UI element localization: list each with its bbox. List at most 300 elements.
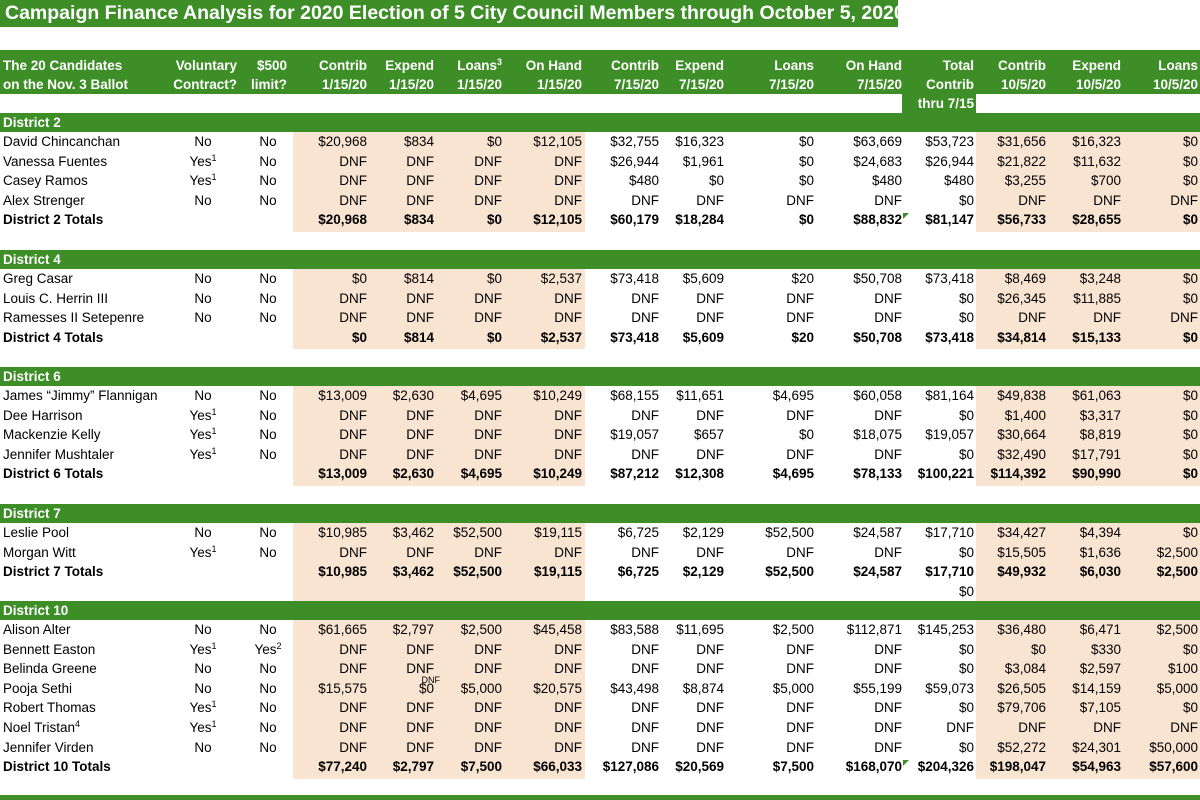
name-text: District 7 Totals — [3, 564, 104, 580]
expend-oct-cell: $16,323 — [1072, 134, 1121, 149]
loans-jul-cell: $20 — [791, 329, 814, 345]
footnote-marker: 1 — [211, 699, 217, 710]
loans-jul-cell: DNF — [786, 310, 814, 326]
expend-oct-cell: $14,159 — [1072, 680, 1121, 696]
onhand-jul-cell: DNF — [874, 641, 902, 657]
contrib-jul-cell: DNF — [631, 641, 659, 657]
expend-oct-cell: $90,990 — [1072, 466, 1121, 482]
total-contrib-extra-cell: $0 — [958, 583, 974, 599]
voluntary-text: Yes — [189, 720, 212, 735]
total-contrib-thru-jul-cell: $145,253 — [917, 622, 974, 637]
expend-jan-cell: DNF — [406, 290, 434, 306]
header-loans-jan — [422, 56, 502, 94]
candidate-row — [0, 308, 1200, 328]
cell-comment-flag — [903, 213, 909, 219]
header-total-contrib-thru-jul-line: thru 7/15 — [917, 96, 974, 111]
onhand-jan-cell: $10,249 — [533, 466, 582, 482]
expend-jan-cell: DNF — [406, 173, 434, 189]
expend-jul-cell: DNF — [696, 641, 724, 657]
total-contrib-thru-jul-cell: $26,944 — [925, 153, 974, 169]
total-contrib-thru-jul-cell: $73,418 — [925, 329, 974, 345]
candidate-row — [0, 445, 1200, 465]
loans-oct-cell: $50,000 — [1149, 739, 1198, 755]
expend-jan-cell: $2,630 — [392, 388, 434, 403]
onhand-jul-cell: $480 — [871, 173, 902, 189]
loans-oct-cell: DNF — [1170, 720, 1198, 735]
candidate-name — [3, 679, 72, 699]
onhand-jan-cell: $12,105 — [533, 212, 582, 228]
header-total-contrib-thru-jul — [894, 56, 974, 113]
onhand-jan-cell: $19,115 — [533, 564, 582, 580]
name-text: Louis C. Herrin III — [3, 290, 109, 306]
voluntary-contract-value — [173, 659, 233, 679]
header-loans-oct — [1118, 56, 1198, 94]
loans-jul-cell: DNF — [786, 700, 814, 716]
contrib-jan-cell: DNF — [339, 192, 367, 208]
name-text: Robert Thomas — [3, 700, 96, 716]
contrib-oct-cell: $8,469 — [1004, 271, 1046, 286]
total-contrib-thru-jul-cell: $204,326 — [917, 759, 974, 775]
candidate-name — [3, 269, 73, 289]
contrib-jan-cell: DNF — [339, 173, 367, 189]
limit-text: No — [259, 173, 277, 189]
name-text: Alex Strenger — [3, 192, 85, 208]
expend-jul-cell: DNF — [696, 407, 724, 423]
total-contrib-thru-jul-cell: $81,147 — [925, 212, 974, 228]
expend-oct-cell: $8,819 — [1079, 427, 1121, 443]
contrib-oct-cell: DNF — [1018, 192, 1046, 208]
header-loans-jul-line: 7/15/20 — [768, 77, 814, 92]
loans-jul-cell: $7,500 — [772, 759, 814, 775]
header-contrib-jan-line: 1/15/20 — [321, 77, 367, 92]
onhand-jan-cell: DNF — [554, 192, 582, 208]
loans-jul-cell: $0 — [798, 212, 814, 228]
contrib-jan-cell: DNF — [339, 661, 367, 677]
expend-oct-cell: $54,963 — [1072, 759, 1121, 775]
voluntary-text: Yes — [189, 427, 212, 443]
limit-text: No — [259, 739, 277, 755]
candidate-row — [0, 738, 1200, 758]
limit-text: No — [259, 680, 277, 696]
loans-oct-cell: $0 — [1182, 153, 1198, 169]
name-text: David Chincanchan — [3, 134, 121, 149]
loans-jul-cell: DNF — [786, 407, 814, 423]
expend-jul-cell: DNF — [696, 310, 724, 326]
voluntary-contract-value — [173, 543, 233, 563]
voluntary-text: No — [194, 134, 212, 149]
header-contrib-jan-line: Contrib — [319, 58, 367, 73]
voluntary-text: Yes — [189, 700, 212, 716]
expend-jul-cell: $12,308 — [675, 466, 724, 482]
loans-jan-cell: DNF — [474, 173, 502, 189]
candidate-row — [0, 171, 1200, 191]
onhand-jan-cell: $19,115 — [534, 525, 582, 540]
expend-oct-cell: $15,133 — [1072, 329, 1121, 345]
expend-jan-cell: $2,797 — [392, 759, 434, 775]
onhand-jul-cell: $55,199 — [853, 680, 902, 696]
candidate-row — [0, 386, 1200, 406]
contrib-jul-cell: $43,498 — [610, 680, 659, 696]
voluntary-contract-value — [173, 679, 233, 699]
loans-jul-cell: $5,000 — [772, 680, 814, 696]
header-contrib-jul-line: Contrib — [611, 58, 659, 73]
limit-text: No — [259, 525, 277, 540]
loans-jul-cell: DNF — [786, 739, 814, 755]
total-contrib-thru-jul-cell: DNF — [946, 720, 974, 735]
contrib-oct-cell: $34,427 — [997, 525, 1046, 540]
expend-jan-cell: $834 — [403, 212, 434, 228]
contrib-oct-cell: $30,664 — [997, 427, 1046, 443]
onhand-jul-cell: $78,133 — [853, 466, 902, 482]
contrib-jan-cell: $10,985 — [318, 525, 367, 540]
limit-text: No — [259, 290, 277, 306]
total-contrib-thru-jul-cell: $0 — [958, 641, 974, 657]
candidate-row — [0, 523, 1200, 543]
loans-jan-cell: $52,500 — [453, 564, 502, 580]
contrib-jul-cell: DNF — [631, 720, 659, 735]
expend-jan-cell: DNF — [406, 544, 434, 560]
expend-jul-cell: DNF — [696, 720, 724, 735]
voluntary-contract-value — [173, 445, 233, 465]
loans-jan-cell: $0 — [486, 329, 502, 345]
name-text: Bennett Easton — [3, 641, 96, 657]
loans-oct-cell: $0 — [1182, 134, 1198, 149]
total-contrib-thru-jul-cell: $0 — [958, 739, 974, 755]
total-contrib-thru-jul-cell: $81,164 — [925, 388, 974, 403]
voluntary-text: Yes — [189, 407, 212, 423]
contrib-oct-cell: $56,733 — [997, 212, 1046, 228]
contrib-jul-cell: DNF — [631, 544, 659, 560]
onhand-jul-cell: $112,871 — [846, 622, 902, 637]
total-contrib-thru-jul-cell: $480 — [943, 173, 974, 189]
limit-text: No — [259, 700, 277, 716]
district-header: District 7 — [0, 504, 1200, 523]
onhand-jan-cell: DNF — [554, 427, 582, 443]
contrib-jan-cell: $61,665 — [318, 622, 367, 637]
candidate-name — [3, 620, 71, 640]
loans-jul-cell: $52,500 — [765, 525, 814, 540]
onhand-jul-cell: $50,708 — [853, 271, 902, 286]
loans-jan-cell: DNF — [474, 446, 502, 462]
header-expend-oct — [1041, 56, 1121, 94]
contrib-jul-cell: $32,755 — [610, 134, 659, 149]
contrib-jul-cell: $60,179 — [610, 212, 659, 228]
voluntary-contract-value — [173, 738, 233, 758]
header-voluntary-contract — [157, 56, 237, 94]
footnote-marker: 1 — [211, 406, 217, 417]
expend-jan-cell: $3,462 — [392, 564, 434, 580]
expend-oct-cell: $7,105 — [1079, 700, 1121, 716]
name-text: Jennifer Virden — [3, 739, 94, 755]
voluntary-contract-value — [173, 425, 233, 445]
candidate-name — [3, 132, 120, 152]
header-onhand-jan-line: 1/15/20 — [536, 77, 582, 92]
contrib-jan-cell: DNF — [339, 720, 367, 735]
district-total-label — [3, 464, 103, 484]
expend-jul-cell: DNF — [696, 739, 724, 755]
contrib-oct-cell: $79,706 — [997, 700, 1046, 716]
name-text: Belinda Greene — [3, 661, 97, 677]
onhand-jan-cell: $10,249 — [533, 388, 582, 403]
district-total-row — [0, 328, 1200, 348]
candidate-name — [3, 659, 97, 679]
header-contrib-oct-line: 10/5/20 — [1000, 77, 1046, 92]
loans-jul-cell: $52,500 — [765, 564, 814, 580]
onhand-jul-cell: $24,587 — [853, 564, 902, 580]
onhand-jan-cell: $20,575 — [533, 680, 582, 696]
loans-jul-cell: $0 — [798, 173, 814, 189]
loans-jan-cell: DNF — [474, 720, 502, 735]
district-total-label — [3, 757, 111, 777]
contrib-oct-cell: $114,392 — [990, 466, 1046, 482]
contrib-jan-cell: DNF — [339, 407, 367, 423]
limit-text: No — [259, 388, 277, 403]
expend-jan-cell: DNF — [406, 310, 434, 326]
footnote-marker: 1 — [211, 445, 217, 456]
footnote-marker: 1 — [211, 152, 217, 163]
expend-jan-cell: DNF — [406, 427, 434, 443]
header-total-contrib-thru-jul-line: Total — [942, 58, 974, 73]
footnote-marker: 1 — [211, 640, 217, 651]
contrib-jul-cell: DNF — [631, 739, 659, 755]
voluntary-text: Yes — [189, 544, 212, 560]
limit-text: No — [259, 622, 277, 637]
expend-jul-cell: $5,609 — [682, 271, 724, 286]
header-500-limit-line: limit? — [251, 77, 287, 92]
loans-oct-cell: $0 — [1182, 212, 1198, 228]
total-contrib-thru-jul-cell: $0 — [958, 700, 974, 716]
loans-oct-cell: $0 — [1182, 388, 1198, 403]
voluntary-contract-value — [173, 718, 233, 738]
total-contrib-thru-jul-cell: $17,710 — [925, 564, 974, 580]
total-contrib-thru-jul-cell: $19,057 — [925, 427, 974, 443]
expend-jan-cell: $834 — [403, 134, 434, 149]
contrib-jul-cell: $19,057 — [610, 427, 659, 443]
voluntary-contract-value — [173, 132, 233, 152]
contrib-jul-cell: DNF — [631, 192, 659, 208]
limit-text: No — [259, 192, 277, 208]
contrib-jul-cell: DNF — [631, 446, 659, 462]
expend-oct-cell: $2,597 — [1079, 661, 1121, 677]
loans-jul-cell: $2,500 — [772, 622, 814, 637]
expend-jul-cell: DNF — [696, 700, 724, 716]
voluntary-text: No — [194, 680, 212, 696]
loans-jan-cell: DNF — [474, 641, 502, 657]
name-text: District 10 Totals — [3, 759, 111, 775]
district-total-label — [3, 210, 103, 230]
candidate-name — [3, 543, 76, 563]
onhand-jan-cell: DNF — [554, 446, 582, 462]
onhand-jul-cell: DNF — [874, 192, 902, 208]
loans-jul-cell: $0 — [798, 153, 814, 169]
onhand-jul-cell: $168,070 — [845, 759, 902, 775]
expend-oct-cell: DNF — [1093, 310, 1121, 326]
extra-total-row — [0, 582, 1200, 602]
onhand-jul-cell: DNF — [874, 700, 902, 716]
contrib-jul-cell: DNF — [631, 290, 659, 306]
loans-jan-cell: $0 — [486, 271, 502, 286]
onhand-jul-cell: DNF — [874, 661, 902, 677]
candidate-row — [0, 543, 1200, 563]
loans-jul-cell: DNF — [786, 661, 814, 677]
header-loans-jan-line: Loans$^3$ — [457, 57, 502, 73]
loans-jul-cell: $20 — [791, 271, 814, 286]
onhand-jan-cell: $66,033 — [533, 759, 582, 775]
contrib-jul-cell: DNF — [631, 700, 659, 716]
total-contrib-thru-jul-cell: $0 — [958, 661, 974, 677]
loans-jul-cell: $0 — [798, 427, 814, 443]
header-candidates-line: The 20 Candidates — [3, 58, 123, 73]
contrib-jan-cell: DNF — [339, 427, 367, 443]
header-expend-jul-line: 7/15/20 — [678, 77, 724, 92]
total-contrib-thru-jul-cell: $0 — [958, 310, 974, 326]
candidate-row — [0, 425, 1200, 445]
loans-oct-cell: $0 — [1182, 427, 1198, 443]
total-contrib-thru-jul-cell: $0 — [958, 446, 974, 462]
name-text: James “Jimmy” Flannigan — [3, 388, 158, 403]
onhand-jul-cell: DNF — [874, 720, 902, 735]
header-candidates — [3, 56, 163, 94]
total-contrib-thru-jul-cell: $0 — [958, 192, 974, 208]
loans-oct-cell: $0 — [1182, 466, 1198, 482]
expend-oct-cell: $6,471 — [1079, 622, 1121, 637]
name-text: Dee Harrison — [3, 407, 83, 423]
loans-jan-cell: DNF — [474, 290, 502, 306]
loans-jan-cell: $7,500 — [460, 759, 502, 775]
district-total-row — [0, 210, 1200, 230]
onhand-jan-cell: $2,537 — [540, 271, 582, 286]
contrib-jul-cell: $127,086 — [602, 759, 659, 775]
footnote-marker: 1 — [211, 719, 217, 729]
voluntary-text: No — [194, 388, 212, 403]
limit-text: No — [259, 720, 277, 735]
expend-jul-cell: $18,284 — [675, 212, 724, 228]
expend-jan-cell: DNF — [406, 700, 434, 716]
contrib-oct-cell: $26,505 — [997, 680, 1046, 696]
onhand-jul-cell: DNF — [874, 310, 902, 326]
header-expend-oct-line: Expend — [1072, 58, 1121, 73]
expend-jul-cell: DNF — [696, 290, 724, 306]
total-contrib-thru-jul-cell: $0 — [958, 544, 974, 560]
contrib-jan-cell: $0 — [351, 271, 367, 286]
header-loans-jan-line: 1/15/20 — [456, 77, 502, 92]
voluntary-text: Yes — [189, 641, 212, 657]
expend-oct-cell: $17,791 — [1072, 446, 1121, 462]
expend-oct-cell: $24,301 — [1072, 739, 1121, 755]
header-expend-oct-line: 10/5/20 — [1075, 77, 1121, 92]
loans-oct-cell: $5,000 — [1156, 680, 1198, 696]
loans-jan-cell: $0 — [486, 212, 502, 228]
expend-oct-cell: DNF — [1093, 192, 1121, 208]
name-text: Greg Casar — [3, 271, 73, 286]
contrib-jul-cell: $26,944 — [610, 153, 659, 169]
loans-oct-cell: $0 — [1182, 446, 1198, 462]
voluntary-text: Yes — [189, 153, 212, 169]
name-text: Alison Alter — [3, 622, 71, 637]
candidate-row — [0, 191, 1200, 211]
name-text: Ramesses II Setepenre — [3, 310, 145, 326]
header-expend-jan-line: 1/15/20 — [388, 77, 434, 92]
candidate-row — [0, 674, 1200, 699]
contrib-oct-cell: $198,047 — [989, 759, 1046, 775]
voluntary-contract-value — [173, 269, 233, 289]
contrib-jan-cell: $0 — [351, 329, 367, 345]
contrib-jul-cell: $68,155 — [610, 388, 659, 403]
loans-jan-cell: $4,695 — [460, 388, 502, 403]
header-contrib-oct — [966, 56, 1046, 94]
candidate-name — [3, 289, 108, 309]
limit-text: Yes — [254, 641, 277, 657]
contrib-jan-cell: $20,968 — [318, 212, 367, 228]
candidate-name — [3, 640, 95, 660]
bottom-section-bar — [0, 795, 1200, 800]
limit-text: No — [259, 661, 277, 677]
onhand-jan-cell: DNF — [554, 407, 582, 423]
header-500-limit-line: $500 — [256, 58, 287, 73]
limit-text: No — [259, 310, 277, 326]
voluntary-text: No — [194, 661, 212, 677]
loans-oct-cell: $0 — [1182, 271, 1198, 286]
footnote-marker: 1 — [211, 543, 217, 554]
footnote-marker: 2 — [276, 640, 282, 651]
expend-jul-cell: $20,569 — [675, 759, 724, 775]
onhand-jul-cell: $18,075 — [853, 427, 902, 443]
loans-oct-cell: $0 — [1182, 525, 1198, 540]
expend-oct-cell: $1,636 — [1079, 544, 1121, 560]
expend-jul-cell: DNF — [696, 661, 724, 677]
contrib-jul-cell: DNF — [631, 407, 659, 423]
name-text: District 4 Totals — [3, 329, 104, 345]
expend-jan-cell: $814 — [403, 271, 434, 286]
district-header: District 10 — [0, 601, 1200, 620]
contrib-oct-cell: $26,345 — [997, 290, 1046, 306]
voluntary-text: No — [194, 310, 212, 326]
candidate-row — [0, 269, 1200, 289]
cell-comment-flag — [903, 760, 909, 766]
candidate-row — [0, 132, 1200, 152]
loans-oct-cell: $0 — [1182, 290, 1198, 306]
loans-jul-cell: $0 — [798, 134, 814, 149]
header-loans-jul — [734, 56, 814, 94]
header-expend-jul-line: Expend — [675, 58, 724, 73]
expend-jan-cell: $2,797 — [392, 622, 434, 637]
contrib-jul-cell: $73,418 — [610, 271, 659, 286]
expend-jan-cell: DNF — [406, 407, 434, 423]
loans-oct-cell: $100 — [1167, 661, 1198, 677]
footnote-marker: 4 — [75, 719, 81, 729]
onhand-jan-cell: DNF — [554, 290, 582, 306]
loans-jul-cell: $4,695 — [772, 466, 814, 482]
contrib-jul-cell: DNF — [631, 661, 659, 677]
voluntary-contract-value — [173, 386, 233, 406]
loans-oct-cell: $0 — [1182, 329, 1198, 345]
loans-oct-cell: $2,500 — [1156, 544, 1198, 560]
contrib-jan-cell: $15,575 — [318, 680, 367, 696]
onhand-jan-cell: $2,537 — [540, 329, 582, 345]
contrib-jul-cell: $480 — [628, 173, 659, 189]
name-text: Pooja Sethi — [3, 680, 73, 696]
voluntary-contract-value — [173, 289, 233, 309]
header-voluntary-contract-line: Voluntary — [175, 58, 237, 73]
expend-jul-cell: $16,323 — [675, 134, 724, 149]
loans-oct-cell: $2,500 — [1156, 622, 1198, 637]
contrib-oct-cell: $49,838 — [997, 388, 1046, 403]
contrib-oct-cell: $31,656 — [997, 134, 1046, 149]
total-contrib-thru-jul-cell: $59,073 — [925, 680, 974, 696]
loans-jul-cell: DNF — [786, 641, 814, 657]
loans-jan-cell: DNF — [474, 544, 502, 560]
voluntary-contract-value — [173, 191, 233, 211]
